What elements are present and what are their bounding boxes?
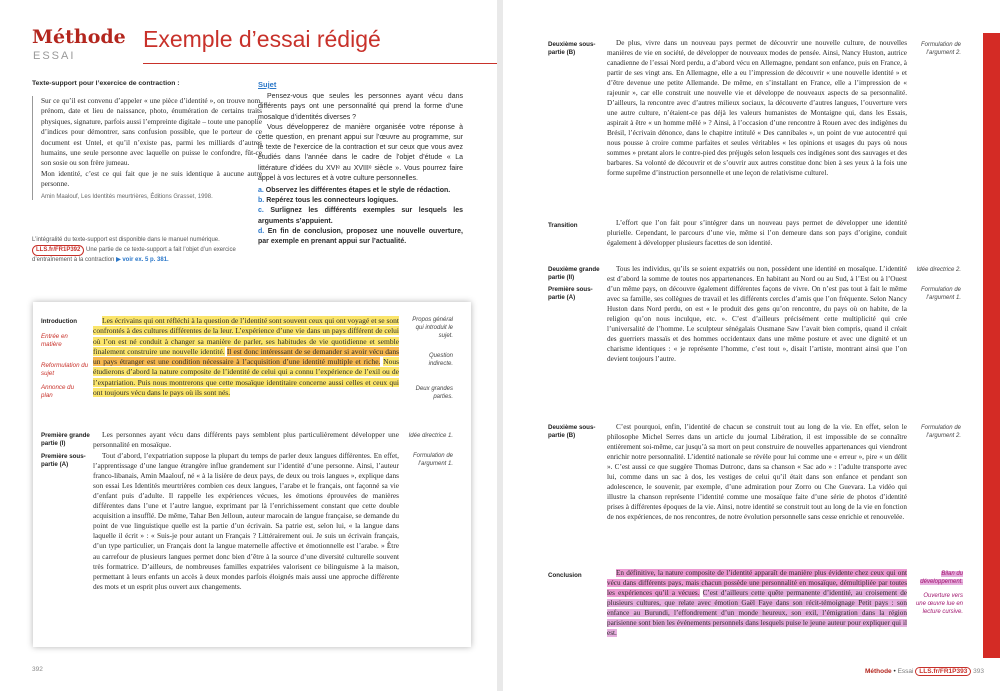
intro-entree-highlight: Les écrivains qui ont réfléchi à la question de l’identité sont souvent ceux qui ont voyagé et se sont confrontés à des cultures différentes de la leur. L’expérience d’une vie dans un pays différent de celui où l’on est né conduit à changer sa manière de parler, ses habitudes de vie quotidienne et semble finalement construire une nouvelle identité. [93,316,400,356]
digital-link[interactable]: LLS.fr/FR1P392 [32,245,84,256]
footer-section: Essai [897,668,914,675]
introduction-text [93,316,399,398]
annotation-bilan: Bilan du développement. [920,571,963,585]
label-reformulation: Reformulation du sujet [41,362,89,377]
conclusion-text [607,568,907,638]
annotation-r-argument-1: Formulation de l’argument 1. [920,287,961,301]
question-c: c. Surlignez les différents exemples sur lesquels les arguments s’appuient. [258,207,463,225]
annotation-parts: Deux grandes parties. [415,386,453,400]
footer-separator: • [891,668,898,675]
subject-instructions: Vous développerez de manière organisée votre réponse à cette question, en prenant appui sur l’œuvre au programme, sur le texte de l’exercice de la contraction et sur ceux que vous avez étudiés dans l’année dans le cadre de l’objet d’étude « La littérature d’idées du XVIᵉ au XVIIIᵉ siècle ». Vous pourrez faire appel à vos lectures et à votre culture personnelles. [258,123,463,182]
page-title: Exemple d’essai rédigé [143,26,381,52]
question-b: b. Repérez tous les connecteurs logiques. [258,197,399,205]
annotation-ouverture: Ouverture vers une œuvre lue en lecture cursive. [915,593,963,615]
question-a: a. Observez les différentes étapes et le style de rédaction. [258,187,451,195]
annotation-r-argument-2b: Formulation de l’argument 2. [920,425,961,439]
page-number-left: 392 [32,666,43,673]
intro-plan-highlight: Nous étudierons d’abord la nature composite de l’identité de celui qui a connu l’expérience de l’exil ou de l’expatriation. Puis nous montrerons que cette mosaïque identitaire concerne aussi celles et ceux qui ont toujours vécu dans le pays où ils sont nés. [93,357,400,398]
label-part-two: Deuxième grande partie (II) [548,266,600,281]
label-conclusion: Conclusion [548,572,582,579]
exercise-ref-link[interactable]: ▶ voir ex. 5 p. 381. [116,257,169,263]
conclusion-bilan-highlight: En définitive, la nature composite de l’identité apparaît de manière plus évidente chez ceux qui ont vécu dans différents pays, mais chacun possède une personnalité en mosaïque, démultipliée par toutes les expériences qu’il a vécues. [607,569,907,597]
transition-text: L’effort que l’on fait pour s’intégrer dans un nouveau pays permet de développer une identité plurielle. Cependant, le parcours d’une vie, même si l’on demeure dans son pays d’origine, conduit également à développer plusieurs facettes de son identité. [607,219,907,247]
page-footer [865,667,984,676]
section-label: ESSAI [33,50,76,62]
footer-link[interactable]: LLS.fr/FR1P393 [915,667,971,676]
subpart-2b-text: C’est pourquoi, enfin, l’identité de chacun se construit tout au long de la vie. En effet, selon le philosophe Michel Serres dans un article du journal Libération, il est impossible de se connaître entièrement soi-même, car jusqu’à sa mort on peut construire de nouvelles appartenances qui viendront enrichir notre personnalité. L’identité nationale se révèle pour lui comme une « erreur », pire « un délit ». C’est aussi ce que suggère Thomas Dutronc, dans sa chanson « Sac ado » : l’adulte transporte avec lui, comme dans un sac à dos, les vestiges de celui qu’il était dans son enfance et pendant son adolescence, le souvenir, par exemple, d’une admiration pour Zorro ou Che Guevara. La vidéo qui illustre la chanson représente l’identité comme une mosaïque faite d’une série de photos d’identité prises à différentes époques de la vie. Ainsi, notre identité se construit tout au long de la vie en fonction de nos expériences, de nos rencontres, de notre évolution personnelle sans cesse enrichie et renouvelée. [607,423,907,521]
source-text [32,96,262,200]
page-number-right: 393 [973,668,984,675]
source-credit: Amin Maalouf, Les Identités meurtrières, Éditions Grasset, 1998. [41,193,213,200]
chapter-tab [983,33,1000,658]
label-transition: Transition [548,222,578,229]
subject-question: Pensez-vous que seules les personnes ayant vécu dans différents pays ont une personnalité qui prend la forme d’une mosaïque d’identités diverses ? [258,93,463,121]
footer-brand: Méthode [864,668,892,675]
intro-question-highlight: Il est donc intéressant de se demander si avoir vécu dans un pays étranger est une condition nécessaire à l’acquisition d’une identité multiple et riche. [93,346,400,367]
subject-label: Sujet [258,80,277,89]
digital-note [32,236,262,265]
annotation-idea-1: Idée directrice 1. [408,433,453,439]
annotation-question: Question indirecte. [428,353,453,367]
label-entree: Entrée en matière [41,333,68,348]
label-subpart-1a: Première sous-partie (A) [41,453,86,468]
subpart-1b-text: De plus, vivre dans un nouveau pays permet de découvrir une nouvelle culture, de nouvelles manières de vie en société, de développer de nouveaux modes de pensée. Ainsi, Nancy Huston, autrice canadienne de l’essai Nord perdu, a d’abord vécu en Allemagne, pendant son enfance, puis en France, à partir de ses vingt ans. En Allemagne, elle a eu l’impression de découvrir « une nouvelle identité » et d’être devenue une petite Allemande. De même, en s’installant en France, elle a l’impression de « rajeunir », car elle construit une nouvelle vie et développe de nouveaux aspects de sa personnalité. D’ailleurs, la rencontre avec d’autres milieux sociaux, la découverte d’autres langues, l’ouverture vers une autre culture, n’étaient-ce pas déjà les valeurs humanistes de Montaigne qui, dans les Essais, aspirait à être « un homme mêlé » ? Ainsi, à l’occasion d’une rencontre à Rouen avec des indigènes du Brésil, l’écrivain dénonce, dans le chapitre intitulé « Des cannibales », un point de vue autocentré qui nous pousse à croire comme parfaites et seules véritables « les opinions et usages du pays où nous sommes » pretant alors le contre-pied des préjugés selon lesquels ces indigènes sont des sauvages et des barbares. Sa volonté de découvrir et de s’ouvrir aux autres constitue donc bien à ses yeux à la fois une forme suprême d’instruction personnelle et une leçon de relativisme culturel. [607,39,907,177]
annotation-r-argument-2: Formulation de l’argument 2. [920,42,961,56]
source-paragraph-1: Sur ce qu’il est convenu d’appeler « une pièce d’identité », on trouve nom, prénom, date et lieu de naissance, photo, énumération de certains traits physiques, signature, parfois aussi l’empreinte digitale – toute une panoplie d’indices pour démontrer, sans confusion possible, que le porteur de ce document est Untel, et qu’il n’existe pas, parmi les milliards d’autres humains, une seule personne avec laquelle on puisse le confondre, fût-ce son sosie ou son frère jumeau. [41,96,262,168]
right-page [503,0,1000,691]
part-one-intro: Les personnes ayant vécu dans différents pays semblent plus particulièrement développer une personnalité en mosaïque. [93,430,399,450]
brand-title: Méthode [32,26,126,48]
source-heading: Texte-support pour l’exercice de contraction : [32,80,180,87]
label-subpart-1b: Deuxième sous-partie (B) [548,41,596,56]
conclusion-ouverture-highlight: C’est d’ailleurs cette quête permanente d’identité, au croisement de plusieurs cultures, que relate avec émotion Gaël Faye dans son récit-témoignage Petit pays : son enfance au Burundi, l’effondrement d’un monde heureux, son exil, l’émigration dans la région parisienne sont bien les événements personnels dans lesquels puise le jeune auteur pour expliquer qui il est. [607,589,907,637]
left-page [0,0,497,691]
part-one-subpart-a: Tout d’abord, l’expatriation suppose la plupart du temps de parler deux langues différentes. En effet, l’apprentissage d’une langue étrangère influe grandement sur l’identité d’une personne. Ainsi, l’auteur franco-libanais, Amin Maalouf, né « à la lisière de deux pays, de deux ou trois langues », explique dans son essai Les Identités meurtrières combien ces deux langues, l’arabe et le français, ont façonné sa vie d’enfant puis d’adulte. Il rappelle les expériences vécues, les émotions éprouvées de manières différentes dans l’une et l’autre langue, exprimant par là l’enrichissement constant que cette double acquisition a insufflé. De même, Tahar Ben Jelloun, auteur marocain de langue française, se demande du point de vue linguistique quelle est la partie d’un écrivain. Sa patrie est, selon lui, « la langue dans laquelle il écrit » : « Suis-je pour autant un Français ? Littérairement oui. Je suis un écrivain français, d’un type particulier, un Français dont la langue maternelle affective et émotionnelle est l’arabe. » Être au carrefour de plusieurs langues permet donc bien d’être à la source d’une diversité culturelle souvent très formatrice. D’ailleurs, de nombreuses familles expatriées valorisent ce bilinguisme à la maison, permettant à leurs enfants un accès à deux mondes parfois éloignés mais aussi une approche différente des mots et un esprit plus ouvert aux changements. [93,450,399,591]
label-annonce: Annonce du plan [41,384,75,399]
title-rule [143,63,497,64]
label-part-one: Première grande partie (I) [41,432,90,447]
annotation-argument-1: Formulation de l’argument 1. [412,453,453,467]
label-subpart-2a: Première sous-partie (A) [548,286,593,301]
question-d: d. En fin de conclusion, proposez une nouvelle ouverture, par exemple en prenant appui sur l’actualité. [258,227,464,246]
subpart-2a-text: Tous les individus, qu’ils se soient expatriés ou non, possèdent une identité en mosaïque. L’identité est d’abord la somme de toutes nos appartenances. En habitant au Nord ou au Sud, à l’Est ou à l’Ouest d’un même pays, on découvre également différentes façons de vivre. On n’est pas tout à fait le même avec sa famille, ses collègues de travail et les différents cercles d’amis que l’on fréquente. Selon Nancy Huston dans Nord perdu, on est « le produit des gens qu’on rencontre, du pays où on habite, de la religion qu’on nous inculque, etc. ». C’est d’ailleurs précisément cette multiplicité qui crée l’universalité de l’homme. Le sculpteur sénégalais Ousmane Saw l’avait bien compris, quand il créait des guerriers massaïs et des hommes occidentaux dans une même posture et avec une dignité et un charisme identiques : « je représente l’homme, c’est tout », disait l’artiste, montrant ainsi que l’on devient toujours l’autre. [607,265,907,363]
subject-block [258,80,463,247]
label-subpart-2b: Deuxième sous-partie (B) [548,424,596,439]
part-one-text [93,430,399,592]
source-paragraph-2: Mon identité, c’est ce qui fait que je ne suis identique à aucune autre personne. [41,168,262,189]
label-introduction: Introduction [41,318,78,325]
note-text-b: Une partie de ce texte-support a fait l’objet d’un exercice d’entraînement à la contraction [32,247,236,263]
essay-card [33,302,471,647]
annotation-general: Propos général qui introduit le sujet. [412,317,453,339]
note-text-a: L’intégralité du texte-support est disponible dans le manuel numérique. [32,237,220,243]
annotation-r-idea-2: Idée directrice 2. [916,267,961,273]
